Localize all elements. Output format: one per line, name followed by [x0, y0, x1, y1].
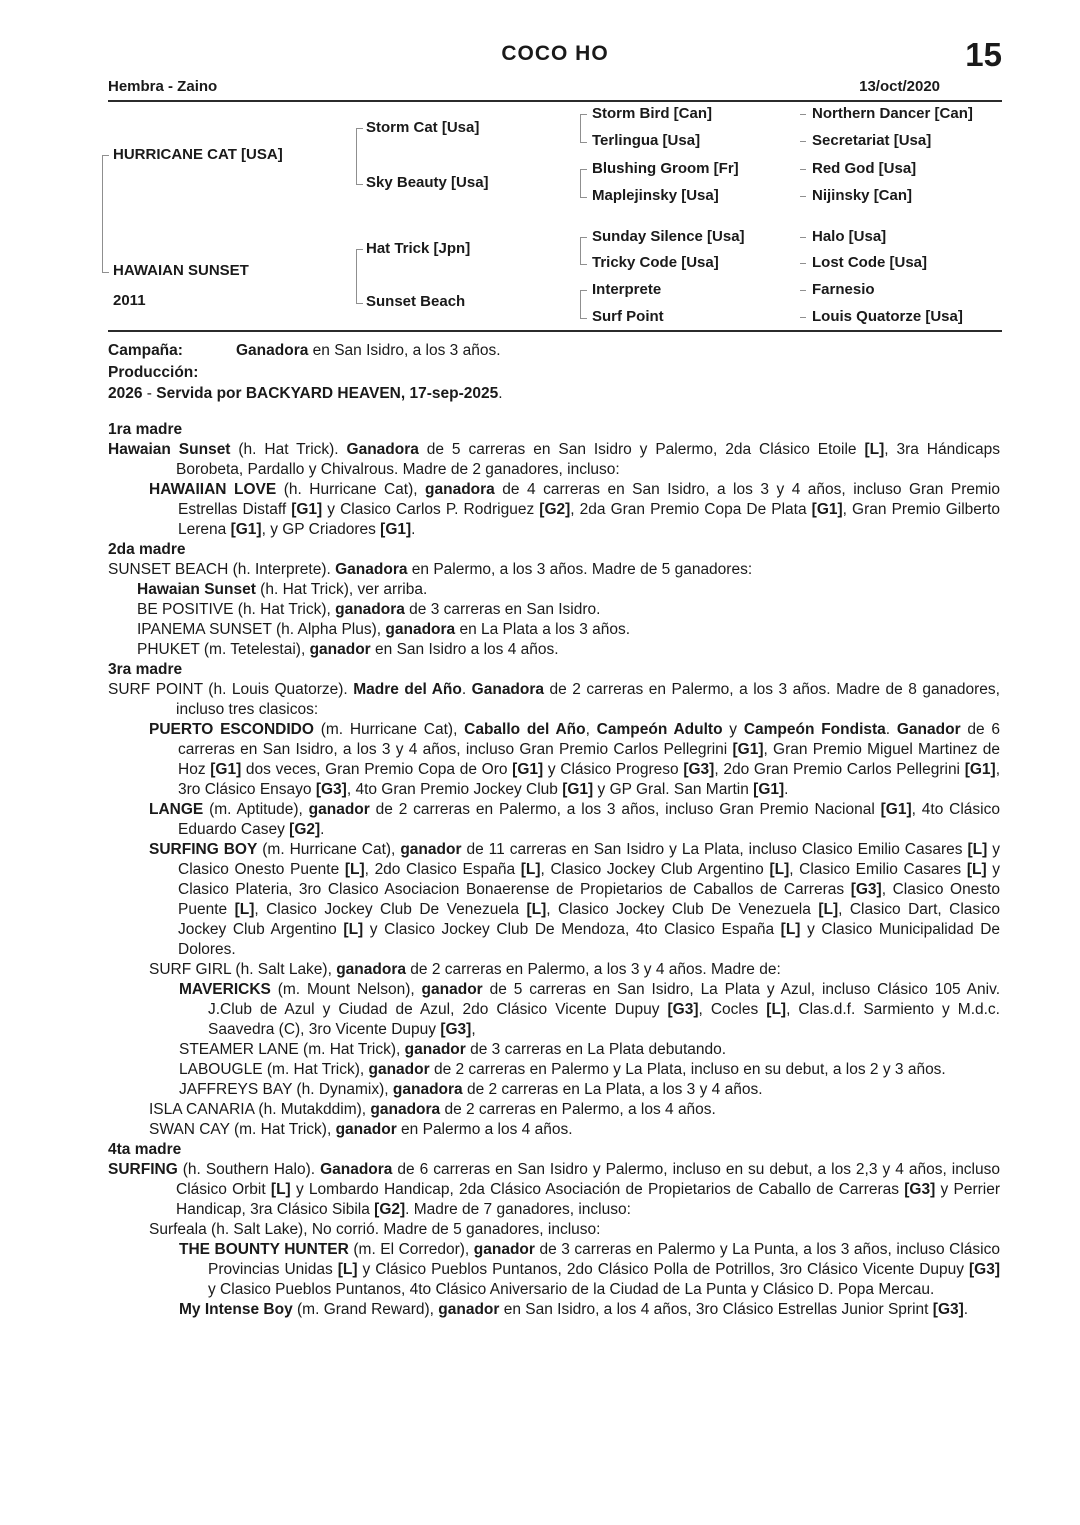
section-heading	[108, 660, 1000, 680]
bold-text-run: [G1]	[230, 521, 262, 538]
body-paragraph	[108, 480, 1000, 540]
body-paragraph	[108, 840, 1000, 960]
text-run: ,	[471, 1021, 476, 1038]
text-run: , Clasico Onesto Puente	[178, 881, 1001, 918]
body-paragraph	[108, 1160, 1000, 1220]
pedigree-gen4-name: Farnesio	[812, 281, 875, 298]
text-run: en San Isidro, a los 4 años, 3ro Clásico Estrellas Junior Sprint	[499, 1301, 933, 1318]
text-run: de 6 carreras en San Isidro, a los 3 y 4 años, incluso Gran Premio Carlos Pellegrini	[178, 721, 1000, 758]
body-paragraph	[108, 1300, 1000, 1320]
bold-text-run: ganadora	[335, 601, 405, 618]
pedigree-tick	[800, 196, 806, 197]
text-run: SURF GIRL (h. Salt Lake),	[149, 961, 337, 978]
text-run: , 2do Gran Premio Carlos Pellegrini	[714, 761, 965, 778]
pedigree-tick	[800, 237, 806, 238]
text-run: .	[498, 385, 503, 402]
body-paragraph	[108, 560, 1000, 580]
text-run: (m. Hurricane Cat),	[257, 841, 401, 858]
text-run: IPANEMA SUNSET (h. Alpha Plus),	[137, 621, 386, 638]
text-run: , 3ra Hándicaps Borobeta, Pardallo y Chivalrous. Madre de 2 ganadores, incluso:	[176, 441, 1000, 478]
text-run: , 2do Clasico España	[364, 861, 521, 878]
body-paragraph	[108, 720, 1000, 800]
pedigree-gen4-name: Nijinsky [Can]	[812, 187, 913, 204]
bold-text-run: [G2]	[539, 501, 571, 518]
text-run: .	[461, 681, 472, 698]
pedigree-tick	[800, 141, 806, 142]
bold-text-run: LANGE	[149, 801, 204, 818]
text-run: (h. Southern Halo).	[177, 1161, 321, 1178]
bold-text-run: HAWAIIAN LOVE	[149, 481, 277, 498]
body-paragraph	[108, 1120, 1000, 1140]
text-run: SWAN CAY (m. Hat Trick),	[149, 1121, 336, 1138]
bold-text-run: Campeón Adulto	[596, 721, 723, 738]
text-run: , Cocles	[698, 1001, 767, 1018]
text-run: y Clásico Progreso	[543, 761, 684, 778]
text-run: .	[963, 1301, 969, 1318]
pedigree-gen4-name: Halo [Usa]	[812, 228, 887, 245]
section-heading	[108, 540, 1000, 560]
text-run: en Palermo, a los 3 años. Madre de 5 ganadores:	[407, 561, 753, 578]
text-run: , Gran Premio Miguel Martinez de Hoz	[178, 741, 1000, 778]
bold-text-run: [G3]	[315, 781, 347, 798]
bold-text-run: 1ra madre	[108, 421, 183, 438]
bold-text-run: ganadora	[370, 1101, 441, 1118]
bold-text-run: [G1]	[512, 761, 544, 778]
pedigree-gen3-name: Storm Bird [Can]	[592, 105, 712, 122]
bold-text-run: ganador	[400, 841, 462, 858]
bold-text-run: [G2]	[289, 821, 321, 838]
text-run: (m. Grand Reward),	[292, 1301, 439, 1318]
bold-text-run: ganador	[421, 981, 483, 998]
bold-text-run: [G3]	[440, 1021, 472, 1038]
pedigree-gen1-name: HAWAIAN SUNSET	[113, 262, 249, 279]
pedigree-gen3-name: Surf Point	[592, 308, 664, 325]
body-paragraph	[108, 640, 1000, 660]
bold-text-run: [L]	[780, 921, 801, 938]
pedigree-gen3-name: Terlingua [Usa]	[592, 132, 701, 149]
bold-text-run: [L]	[864, 441, 885, 458]
text-run: en Palermo a los 4 años.	[396, 1121, 573, 1138]
body-paragraph	[108, 1100, 1000, 1120]
pedigree-tick	[800, 290, 806, 291]
produce-record	[108, 420, 1000, 1320]
bold-text-run: [L]	[526, 901, 547, 918]
bold-text-run: THE BOUNTY HUNTER	[179, 1241, 349, 1258]
sex-coat-label: Hembra - Zaino	[108, 78, 218, 95]
text-run: de 5 carreras en San Isidro y Palermo, 2da Clásico Etoile	[418, 441, 865, 458]
bold-text-run: [L]	[818, 901, 839, 918]
text-run: y Clasico Plateria, 3ro Clasico Asociacion Bonaerense de Propietarios de Caballos de Carreras	[178, 861, 1000, 898]
text-run: , 4to Clásico Eduardo Casey	[178, 801, 1000, 838]
bold-text-run: [L]	[967, 841, 988, 858]
bold-text-run: 2da madre	[108, 541, 186, 558]
pedigree-bracket	[580, 114, 587, 143]
bold-text-run: [G3]	[683, 761, 715, 778]
pedigree-bracket	[356, 249, 363, 304]
text-run: SURF POINT (h. Louis Quatorze).	[108, 681, 354, 698]
text-run: JAFFREYS BAY (h. Dynamix),	[179, 1081, 393, 1098]
section-heading	[108, 420, 1000, 440]
bold-text-run: Madre del Año	[353, 681, 462, 698]
text-run: en San Isidro a los 4 años.	[370, 641, 559, 658]
text-run: , Clasico Jockey Club De Venezuela	[254, 901, 527, 918]
pedigree-gen4-name: Louis Quatorze [Usa]	[812, 308, 963, 325]
text-run: BE POSITIVE (h. Hat Trick),	[137, 601, 336, 618]
body-paragraph	[108, 580, 1000, 600]
bold-text-run: ganador	[309, 641, 371, 658]
campaign-line	[108, 340, 1002, 362]
bold-text-run: Ganadora	[236, 342, 309, 359]
text-run: (m. Aptitude),	[203, 801, 309, 818]
campaign-line	[108, 362, 1002, 384]
bold-text-run: Ganadora	[471, 681, 545, 698]
bold-text-run: [G1]	[291, 501, 323, 518]
text-run: (h. Hat Trick).	[230, 441, 347, 458]
text-run: de 2 carreras en Palermo, a los 3 años, incluso Gran Premio Nacional	[369, 801, 881, 818]
bold-text-run: [L]	[966, 861, 987, 878]
text-run: dos veces, Gran Premio Copa de Oro	[241, 761, 513, 778]
header-rule	[108, 100, 1002, 102]
pedigree-gen3-name: Tricky Code [Usa]	[592, 254, 719, 271]
body-paragraph	[108, 600, 1000, 620]
pedigree-foaling-year: 2011	[113, 292, 146, 309]
text-run: Surfeala (h. Salt Lake), No corrió. Madre de 5 ganadores, incluso:	[149, 1221, 601, 1238]
bold-text-run: MAVERICKS	[179, 981, 271, 998]
text-run: de 2 carreras en Palermo, a los 3 y 4 años. Madre de:	[405, 961, 781, 978]
bold-text-run: [L]	[337, 1261, 358, 1278]
bold-text-run: [L]	[766, 1001, 787, 1018]
bold-text-run: [G3]	[850, 881, 882, 898]
bold-text-run: [L]	[520, 861, 541, 878]
bold-text-run: ganador	[335, 1121, 397, 1138]
bold-text-run: Ganador	[896, 721, 961, 738]
text-run: de 5 carreras en San Isidro, La Plata y Azul, incluso Clásico 105 Aniv. J.Club de Azul y Ciudad de Azul, 2do Clásico Vicente Dupuy	[208, 981, 1000, 1018]
body-paragraph	[108, 1060, 1000, 1080]
bold-text-run: [L]	[343, 921, 364, 938]
text-run: y Clasico Onesto Puente	[178, 841, 1000, 878]
text-run: , Gran Premio Gilberto Lerena	[178, 501, 1001, 538]
text-run: .	[885, 721, 897, 738]
body-paragraph	[108, 680, 1000, 720]
bold-text-run: [G1]	[210, 761, 242, 778]
body-paragraph	[108, 980, 1000, 1040]
campaign-line	[108, 383, 1002, 405]
text-run: (h. Hat Trick), ver arriba.	[255, 581, 428, 598]
text-run: de 3 carreras en Palermo y La Punta, a los 3 años, incluso Clásico Provincias Unidas	[208, 1241, 1000, 1278]
text-run: de 3 carreras en San Isidro.	[404, 601, 601, 618]
pedigree-bracket	[102, 155, 109, 273]
pedigree-gen4-name: Northern Dancer [Can]	[812, 105, 973, 122]
pedigree-bracket	[580, 237, 587, 265]
text-run: de 3 carreras en La Plata debutando.	[465, 1041, 727, 1058]
bold-text-run: [G3]	[969, 1261, 1001, 1278]
bold-text-run: PUERTO ESCONDIDO	[149, 721, 314, 738]
pedigree-gen4-name: Secretariat [Usa]	[812, 132, 932, 149]
pedigree-gen2-name: Sky Beauty [Usa]	[366, 174, 489, 191]
bold-text-run: Ganadora	[335, 561, 408, 578]
pedigree-tick	[800, 263, 806, 264]
bold-text-run: [G1]	[753, 781, 785, 798]
pedigree-bracket	[356, 128, 363, 185]
body-paragraph	[108, 440, 1000, 480]
text-run: , Clasico Emilio Casares	[789, 861, 967, 878]
bold-text-run: Hawaian Sunset	[108, 441, 231, 458]
bold-text-run: Campeón Fondista	[743, 721, 886, 738]
campaign-block	[108, 340, 1002, 405]
text-run: en San Isidro, a los 3 años.	[308, 342, 501, 359]
pedigree-gen4-name: Red God [Usa]	[812, 160, 917, 177]
bold-text-run: SURFING BOY	[149, 841, 258, 858]
text-run: . Madre de 7 ganadores, incluso:	[405, 1201, 631, 1218]
text-run: .	[411, 521, 416, 538]
text-run: y	[722, 721, 744, 738]
body-paragraph	[108, 1040, 1000, 1060]
text-run: , 2da Gran Premio Copa De Plata	[570, 501, 812, 518]
text-run: en La Plata a los 3 años.	[455, 621, 631, 638]
text-run: , Clasico Dart, Clasico Jockey Club Argentino	[178, 901, 1000, 938]
bold-text-run: [G3]	[904, 1181, 936, 1198]
pedigree-gen2-name: Storm Cat [Usa]	[366, 119, 480, 136]
bold-text-run: ganador	[404, 1041, 466, 1058]
text-run: y Clasico Carlos P. Rodriguez	[322, 501, 540, 518]
bold-text-run: ganador	[368, 1061, 430, 1078]
pedigree-gen2-name: Sunset Beach	[366, 293, 466, 310]
page-title: COCO HO	[501, 42, 609, 65]
text-run: (m. Hurricane Cat),	[313, 721, 465, 738]
bold-text-run: [G1]	[964, 761, 996, 778]
text-run: de 2 carreras en La Plata, a los 3 y 4 años.	[462, 1081, 763, 1098]
bold-text-run: [L]	[344, 861, 365, 878]
pedigree-bottom-rule	[108, 330, 1002, 332]
text-run: , y GP Criadores	[261, 521, 381, 538]
text-run: (h. Hurricane Cat),	[276, 481, 426, 498]
text-run: SUNSET BEACH (h. Interprete).	[108, 561, 336, 578]
text-run: y Lombardo Handicap, 2da Clásico Asociación de Propietarios de Caballo de Carreras	[290, 1181, 905, 1198]
text-run: y GP Gral. San Martin	[593, 781, 754, 798]
section-heading	[108, 1140, 1000, 1160]
bold-text-run: [G1]	[880, 801, 912, 818]
bold-text-run: Ganadora	[346, 441, 419, 458]
pedigree-tick	[800, 317, 806, 318]
pedigree-gen4-name: Lost Code [Usa]	[812, 254, 928, 271]
bold-text-run: ganadora	[425, 481, 495, 498]
bold-text-run: [G1]	[732, 741, 764, 758]
bold-text-run: [G1]	[380, 521, 412, 538]
body-paragraph	[108, 800, 1000, 840]
text-run: y Clasico Municipalidad De Dolores.	[178, 921, 1001, 958]
pedigree-bracket	[580, 169, 587, 198]
bold-text-run: Ganadora	[320, 1161, 393, 1178]
bold-text-run: [G3]	[667, 1001, 699, 1018]
bold-text-run: SURFING	[108, 1161, 178, 1178]
text-run: (m. Mount Nelson),	[270, 981, 422, 998]
text-run: LABOUGLE (m. Hat Trick),	[179, 1061, 369, 1078]
bold-text-run: [L]	[234, 901, 255, 918]
bold-text-run: [L]	[270, 1181, 291, 1198]
text-run: de 4 carreras en San Isidro, a los 3 y 4 años, incluso Gran Premio Estrellas Distaff	[178, 481, 1000, 518]
bold-text-run: ganador	[438, 1301, 500, 1318]
text-run: ,	[585, 721, 597, 738]
text-run: , 4to Gran Premio Jockey Club	[346, 781, 563, 798]
page-number: 15	[965, 36, 1002, 73]
body-paragraph	[108, 620, 1000, 640]
text-run: , 3ro Clásico Ensayo	[178, 761, 1000, 798]
pedigree-tick	[800, 169, 806, 170]
bold-text-run: ganador	[473, 1241, 535, 1258]
body-paragraph	[108, 1080, 1000, 1100]
text-run: , Clas.d.f. Sarmiento y M.d.c. Saavedra (C), 3ro Vicente Dupuy	[208, 1001, 1000, 1038]
text-run: ISLA CANARIA (h. Mutakddim),	[149, 1101, 371, 1118]
bold-text-run: [G3]	[932, 1301, 964, 1318]
bold-text-run: ganadora	[336, 961, 406, 978]
pedigree-tick	[800, 114, 806, 115]
bold-text-run: [G2]	[374, 1201, 406, 1218]
text-run: de 2 carreras en Palermo, a los 4 años.	[440, 1101, 716, 1118]
text-run: y Clasico Pueblos Puntanos, 4to Clásico Aniversario de la Ciudad de La Punta y Clásico D. Popa Mercau.	[208, 1281, 935, 1298]
bold-text-run: [L]	[769, 861, 790, 878]
text-run: de 6 carreras en San Isidro y Palermo, incluso en su debut, a los 2,3 y 4 años, incluso Clásico Orbit	[176, 1161, 1000, 1198]
text-run: , Clasico Jockey Club De Venezuela	[546, 901, 819, 918]
text-run: -	[142, 385, 157, 402]
bold-text-run: 4ta madre	[108, 1141, 182, 1158]
body-paragraph	[108, 960, 1000, 980]
pedigree-gen2-name: Hat Trick [Jpn]	[366, 240, 471, 257]
text-run: (m. El Corredor),	[348, 1241, 474, 1258]
text-run: de 11 carreras en San Isidro y La Plata, incluso Clasico Emilio Casares	[461, 841, 968, 858]
text-run: , Clasico Jockey Club Argentino	[540, 861, 770, 878]
text-run: PHUKET (m. Tetelestai),	[137, 641, 310, 658]
pedigree-gen3-name: Interprete	[592, 281, 662, 298]
campaign-label: Campaña:	[108, 342, 183, 359]
pedigree-gen1-name: HURRICANE CAT [USA]	[113, 146, 283, 163]
bold-text-run: ganadora	[392, 1081, 463, 1098]
bold-text-run: 3ra madre	[108, 661, 183, 678]
bold-text-run: My Intense Boy	[179, 1301, 293, 1318]
bold-text-run: ganadora	[385, 621, 456, 638]
bold-text-run: Caballo del Año	[464, 721, 586, 738]
pedigree-gen3-name: Sunday Silence [Usa]	[592, 228, 745, 245]
bold-text-run: [G1]	[811, 501, 843, 518]
bold-text-run: Hawaian Sunset	[137, 581, 256, 598]
text-run: .	[320, 821, 325, 838]
catalog-date: 13/oct/2020	[859, 78, 940, 95]
text-run: y Clásico Pueblos Puntanos, 2do Clásico Polla de Potrillos, 3ro Clásico Vicente Dupuy	[357, 1261, 970, 1278]
bold-text-run: 2026	[108, 385, 143, 402]
bold-text-run: Producción:	[108, 363, 199, 381]
text-run: .	[784, 781, 789, 798]
text-run: y Clasico Jockey Club De Mendoza, 4to Clasico España	[363, 921, 781, 938]
text-run: y Perrier Handicap, 3ra Clásico Sibila	[176, 1181, 1001, 1218]
body-paragraph	[108, 1220, 1000, 1240]
text-run: de 2 carreras en Palermo y La Plata, incluso en su debut, a los 2 y 3 años.	[429, 1061, 946, 1078]
text-run: STEAMER LANE (m. Hat Trick),	[179, 1041, 405, 1058]
pedigree-gen3-name: Blushing Groom [Fr]	[592, 160, 739, 177]
bold-text-run: [G1]	[562, 781, 594, 798]
bold-text-run: ganador	[308, 801, 370, 818]
pedigree-bracket	[580, 290, 587, 319]
pedigree-gen3-name: Maplejinsky [Usa]	[592, 187, 719, 204]
body-paragraph	[108, 1240, 1000, 1300]
bold-text-run: Servida por BACKYARD HEAVEN, 17-sep-2025	[156, 385, 499, 402]
text-run: de 2 carreras en Palermo, a los 3 años. Madre de 8 ganadores, incluso tres clasicos:	[176, 681, 1000, 718]
